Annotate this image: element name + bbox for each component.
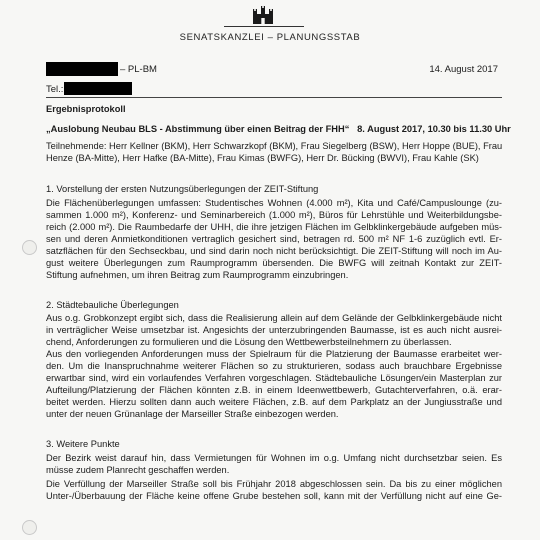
paragraph-line: sen und deren Anmietkonditionen vertraglich gesichert sind, betragen rd. 500 m² NF 1-6 zuzüglich evtl. Er-: [46, 234, 502, 244]
paragraph-line: den. Um die Inanspruchnahme weiterer Flächen so zu strukturieren, sodass auch brauchbare Ergebnisse: [46, 361, 502, 371]
document-date: 14. August 2017: [429, 64, 498, 75]
paragraph-line: sammen 1.000 m²), Konferenz- und Seminarbereich (1.000 m²), Büros für Lehrstühle und Weiterbildungsbe-: [46, 210, 502, 220]
agency-name: SENATSKANZLEI – PLANUNGSSTAB: [179, 32, 361, 43]
redaction-bar: [64, 82, 132, 95]
paragraph-line: gust weitere Überlegungen zum Raumprogramm übersenden. Die BWFG will zeitnah Kontakt zur ZEIT-: [46, 258, 502, 268]
section-heading: 1. Vorstellung der ersten Nutzungsüberlegungen der ZEIT-Stiftung: [46, 184, 319, 194]
paragraph-line: reich (2.000 m²). Die Raumbedarfe der UHH, die ihre jetzigen Flächen im Gelbklinkergebäude aufgeben müs-: [46, 222, 502, 232]
meeting-subject: „Auslobung Neubau BLS - Abstimmung über einen Beitrag der FHH“: [46, 124, 350, 134]
hamburg-crest-icon: [252, 6, 274, 26]
participants-line: Henze (BA-Mitte), Herr Hafke (BA-Mitte), Frau Kimas (BWFG), Herr Dr. Bücking (BWVI), Frau Kahle (SK): [46, 153, 479, 163]
paragraph-line: unter der neuen Grünanlage der Marseiller Straße einbezogen werden.: [46, 409, 339, 419]
paragraph-line: Die Flächenüberlegungen umfassen: Studentisches Wohnen (4.000 m²), Kita und Café/Campuslounge (zu-: [46, 198, 502, 208]
paragraph-line: Der Bezirk weist darauf hin, dass Vermietungen für Wohnen im o.g. Umfang nicht durchsetzbar seien. Es: [46, 453, 502, 463]
paragraph-line: beitet werden. Hierzu sollten dann auch weitere Flächen, z.B. auf dem Parkplatz an der Jungiusstraße und: [46, 397, 502, 407]
paragraph-line: in verträglicher Weise umsetzbar ist. Angesichts der unterzubringenden Baumasse, ist es auch nicht ausrei-: [46, 325, 502, 335]
crest-divider: [224, 26, 304, 27]
sender-department: – PL-BM: [120, 64, 157, 75]
punch-hole: [22, 520, 37, 535]
section-heading: 2. Städtebauliche Überlegungen: [46, 300, 179, 310]
meeting-datetime: 8. August 2017, 10.30 bis 11.30 Uhr: [357, 124, 511, 134]
tel-label: Tel.:: [46, 84, 64, 95]
punch-hole: [22, 240, 37, 255]
paragraph-line: chend, Anforderungen zu formulieren und die Lösung den Wettbewerbsteilnehmern zu überlassen.: [46, 337, 452, 347]
paragraph-line: Stiftung aufnehmen, um ihren Beitrag zum Raumprogramm einzubringen.: [46, 270, 349, 280]
paragraph-line: erwartbar sind, wird ein vorlaufendes Verfahren vorgeschlagen. Städtebauliche Lösungen/ein Masterplan zur: [46, 373, 502, 383]
protocol-label: Ergebnisprotokoll: [46, 104, 126, 114]
section-heading: 3. Weitere Punkte: [46, 439, 120, 449]
redaction-bar: [46, 62, 118, 76]
paragraph-line: müsse zudem Planrecht geschaffen werden.: [46, 465, 230, 475]
header-rule: [46, 97, 502, 98]
paragraph-line: Unter-/Überbauung der Fläche keine offene Grube bestehen soll, kann mit der Verfüllung nicht auf eine Ge-: [46, 491, 502, 501]
paragraph-line: Aus o.g. Grobkonzept ergibt sich, dass die Realisierung allein auf dem Gelände der Gelbklinkergebäude nicht: [46, 313, 502, 323]
paragraph-line: Aufteilung/Platzierung der Flächen könnten z.B. in einem Ideenwettbewerb, Gutachterverfahren, o.ä. erar-: [46, 385, 502, 395]
participants-line: Teilnehmende: Herr Kellner (BKM), Herr Schwarzkopf (BKM), Frau Siegelberg (BSW), Herr Hoppe (BUE), Frau: [46, 141, 503, 151]
paragraph-line: Aus den vorliegenden Anforderungen muss der Spielraum für die Platzierung der Baumasse erarbeitet wer-: [46, 349, 502, 359]
paragraph-line: satzflächen für den Sechseckbau, und sind darin noch nicht berücksichtigt. Die ZEIT-Stiftung will noch im Au-: [46, 246, 502, 256]
meeting-title: [46, 123, 511, 135]
paragraph-line: Die Verfüllung der Marseiller Straße soll bis Frühjahr 2018 abgeschlossen sein. Da bis zu einer möglichen: [46, 479, 502, 489]
